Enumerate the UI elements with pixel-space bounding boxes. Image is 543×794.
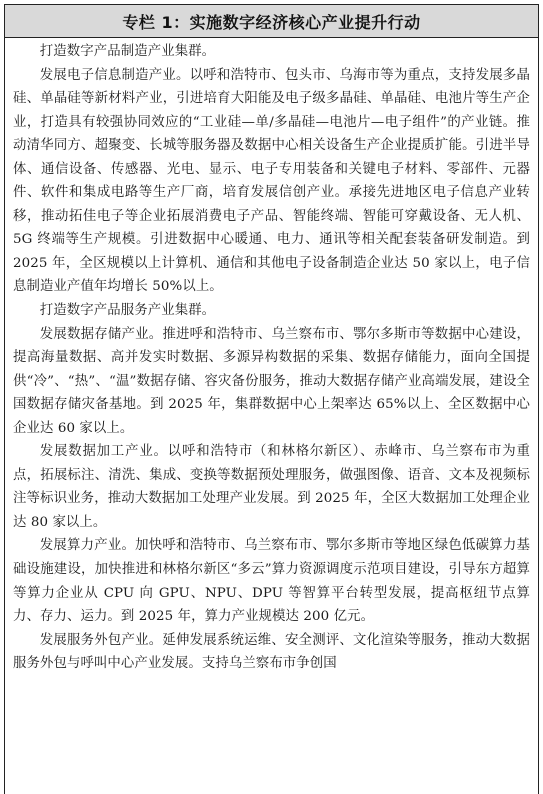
paragraph: 发展数据加工产业。以呼和浩特市（和林格尔新区）、赤峰市、乌兰察布市为重点，拓展标注、清洗、集成、变换等数据预处理服务，做强图像、语音、文本及视频标注等标识业务，推动大数据加工处理产业发展。到 2025 年，全区大数据加工处理企业达 80 家以上。 <box>13 444 530 530</box>
column-box <box>4 4 539 794</box>
paragraph-subheading: 打造数字产品服务产业集群。 <box>39 303 216 319</box>
paragraph: 发展服务外包产业。延伸发展系统运维、安全测评、文化渲染等服务，推动大数据服务外包与呼叫中心产业发展。支持乌兰察布市争创国 <box>13 632 530 672</box>
paragraph: 发展电子信息制造产业。以呼和浩特市、包头市、乌海市等为重点，支持发展多晶硅、单晶硅等新材料产业，引进培育大阳能及电子级多晶硅、单晶硅、电池片等生产企业，打造具有较强协同效应的“工业硅—单/多晶硅—电池片—电子组件”的产业链。推动清华同方、超聚变、长城等服务器及数据中心相关设备生产企业提质扩能。引进半导体、通信设备、传感器、光电、显示、电子专用装备和关键电子材料、零部件、元器件、软件和集成电路等生产厂商，培育发展信创产业。承接先进地区电子信息产业转移，推动拓佳电子等企业拓展消费电子产品、智能终端、智能可穿戴设备、无人机、5G 终端等生产规模。引进数据中心暖通、电力、通讯等相关配套装备研发制造。到 2025 年，全区规模以上计算机、通信和其他电子设备制造企业达 50 家以上，电子信息制造业产值年均增长 50%以上。 <box>13 67 530 295</box>
column-content <box>5 38 538 676</box>
column-title: 专栏 1：实施数字经济核心产业提升行动 <box>5 5 538 38</box>
paragraph: 发展数据存储产业。推进呼和浩特市、乌兰察布市、鄂尔多斯市等数据中心建设，提高海量数据、高并发实时数据、多源异构数据的采集、数据存储能力，面向全国提供“冷”、“热”、“温”数据存储、容灾备份服务，推动大数据存储产业高端发展，建设全国数据存储灾备基地。到 2025 年，集群数据中心上架率达 65%以上、全区数据中心企业达 60 家以上。 <box>13 326 530 436</box>
paragraph: 发展算力产业。加快呼和浩特市、乌兰察布市、鄂尔多斯市等地区绿色低碳算力基础设施建设，加快推进和林格尔新区“多云”算力资源调度示范项目建设，引导东方超算等算力企业从 CPU 向 GPU、NPU、DPU 等智算平台转型发展，提高枢纽节点算力、存力、运力。到 2025 年，算力产业规模达 200 亿元。 <box>13 538 530 625</box>
paragraph-subheading: 打造数字产品制造产业集群。 <box>39 44 216 59</box>
